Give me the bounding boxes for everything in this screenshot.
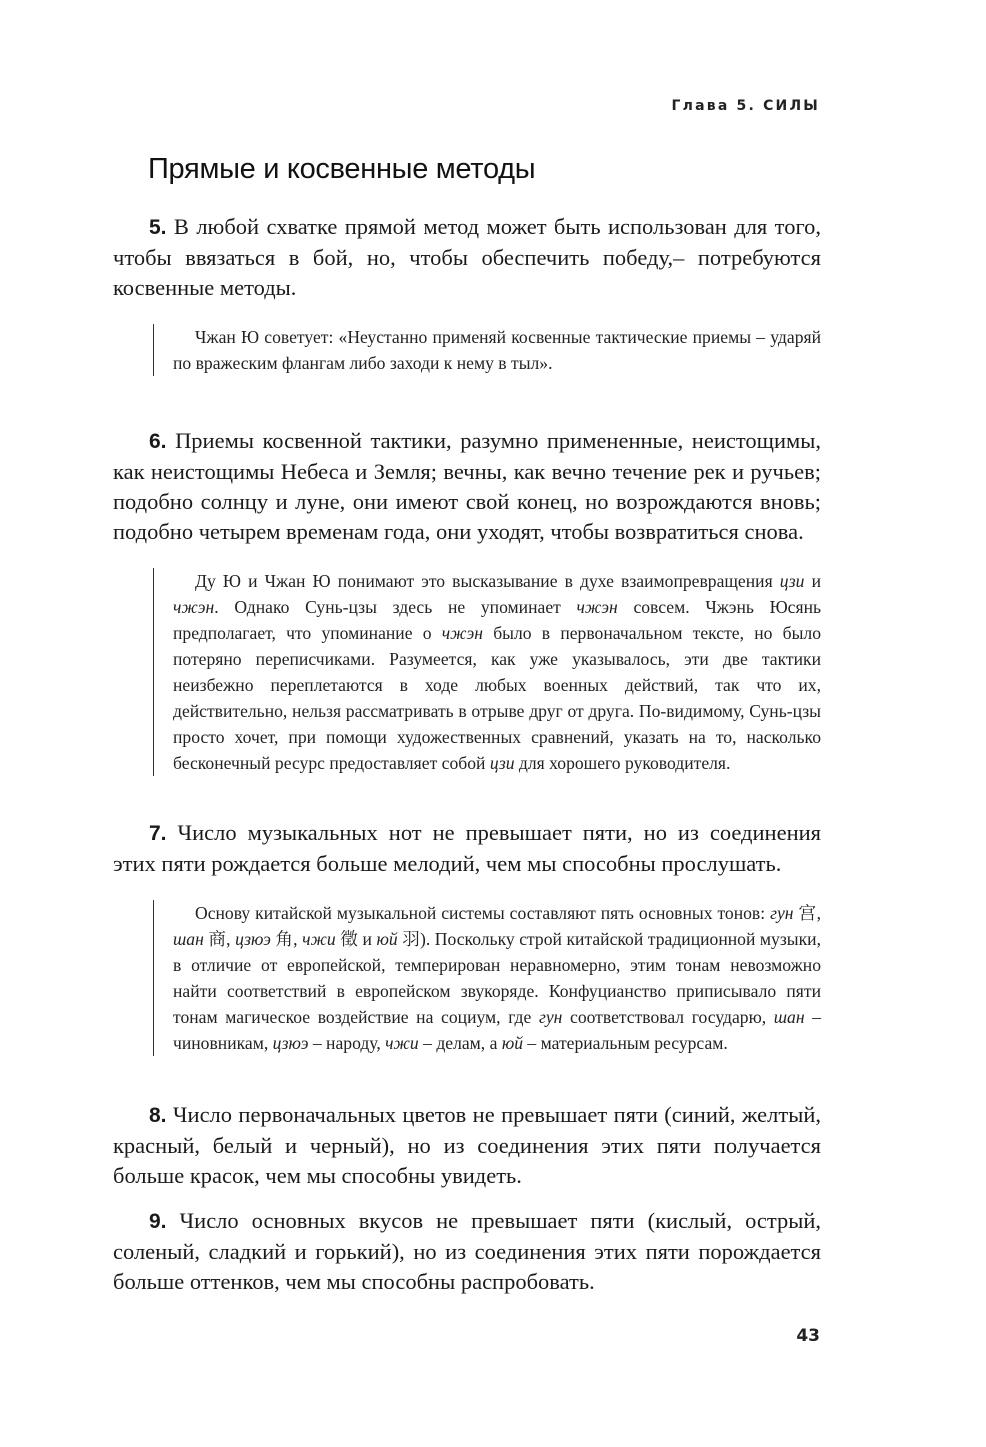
italic-term: чжэн (173, 597, 215, 617)
note-text (173, 324, 821, 376)
note-segment: соответствовал государю, (562, 1007, 774, 1027)
paragraph-5 (113, 212, 821, 303)
italic-term: чжэн (576, 597, 618, 617)
paragraph-number: 5. (149, 216, 167, 239)
note-segment: для хорошего руководителя. (514, 753, 731, 773)
note-segment: – делам, а (418, 1033, 502, 1053)
paragraph-text: Число первоначальных цветов не превышает пяти (синий, желтый, красный, белый и черный), но из соединения этих пяти получается больше красок, чем мы способны увидеть. (113, 1102, 821, 1188)
note-segment: – народу, (308, 1033, 386, 1053)
note-segment: было в первоначальном тексте, но было потеряно переписчиками. Разумеется, как уже указывалось, эти две тактики неизбежно переплетаются в ходе любых военных действий, так что их, действительно, нельзя рассматривать в отрыве друг от друга. По-видимому, Сунь-цзы просто хочет, при помощи художественных сравнений, указать на то, насколько бесконечный ресурс предоставляет собой (173, 623, 821, 773)
italic-term: цзи (779, 571, 805, 591)
note-segment: 角, (270, 929, 303, 949)
paragraph-text: В любой схватке прямой метод может быть использован для того, чтобы ввязаться в бой, но, чтобы обеспечить победу,– потребуются косвенные методы. (113, 214, 822, 300)
italic-term: гун (538, 1007, 563, 1027)
note-segment: 徵 и (335, 929, 377, 949)
note-segment: 商, (203, 929, 236, 949)
italic-term: чжи (385, 1033, 419, 1053)
paragraph-text: Число музыкальных нот не превышает пяти, но из соединения этих пяти рождается больше мелодий, чем мы способны прослушать. (113, 820, 822, 876)
italic-term: чжэн (441, 623, 484, 643)
italic-term: цзюэ (272, 1033, 309, 1053)
note-segment: 宫, (793, 903, 821, 923)
note-segment: – чиновникам, (173, 1007, 821, 1053)
note-text (173, 568, 821, 776)
paragraph-number: 8. (149, 1104, 167, 1127)
italic-term: чжи (302, 929, 336, 949)
paragraph-6 (113, 426, 821, 547)
paragraph-7 (113, 818, 821, 879)
running-head: Глава 5. СИЛЫ (671, 98, 820, 114)
note-segment: Основу китайской музыкальной системы составляют пять основных тонов: (195, 903, 771, 923)
paragraph-number: 9. (149, 1210, 167, 1233)
commentary-note (153, 324, 821, 376)
paragraph-8 (113, 1100, 821, 1191)
paragraph-number: 7. (149, 822, 167, 845)
note-segment: Чжан Ю советует: «Неустанно применяй косвенные тактические приемы – ударяй по вражеским флангам либо заходи к нему в тыл». (173, 327, 821, 373)
section-title: Прямые и косвенные методы (148, 153, 536, 185)
note-text (173, 900, 821, 1056)
note-segment: – материальным ресурсам. (523, 1033, 728, 1053)
paragraph-9 (113, 1206, 821, 1297)
note-segment: . Однако Сунь-цзы здесь не упоминает (214, 597, 577, 617)
page-number: 43 (796, 1326, 820, 1346)
commentary-note (153, 568, 821, 776)
note-segment: совсем. Чжэнь Юсянь предполагает, что упоминание о (173, 597, 822, 643)
italic-term: цзюэ (235, 929, 271, 949)
italic-term: юй (501, 1033, 524, 1053)
note-segment: и (804, 571, 821, 591)
italic-term: цзи (489, 753, 515, 773)
paragraph-text: Число основных вкусов не превышает пяти (кислый, острый, соленый, сладкий и горький), но из соединения этих пяти порождается больше оттенков, чем мы способны распробовать. (113, 1208, 822, 1294)
paragraph-number: 6. (149, 430, 167, 453)
paragraph-text: Приемы косвенной тактики, разумно примененные, неистощимы, как неистощимы Небеса и Земля; вечны, как вечно течение рек и ручьев; подобно солнцу и луне, они имеют свой конец, но возрождаются вновь; подобно четырем временам года, они уходят, чтобы возвратиться снова. (113, 428, 821, 544)
italic-term: гун (770, 903, 794, 923)
italic-term: шан (773, 1007, 805, 1027)
note-segment: 羽). Поскольку строй китайской традиционной музыки, в отличие от европейской, темперирован неравномерно, этим тонам невозможно найти соответствий в европейском звукоряде. Конфуцианство приписывало пяти тонам магическое воздействие на социум, где (173, 929, 821, 1027)
italic-term: шан (173, 929, 204, 949)
note-segment: Ду Ю и Чжан Ю понимают это высказывание в духе взаимопревращения (195, 571, 780, 591)
italic-term: юй (376, 929, 398, 949)
commentary-note (153, 900, 821, 1056)
